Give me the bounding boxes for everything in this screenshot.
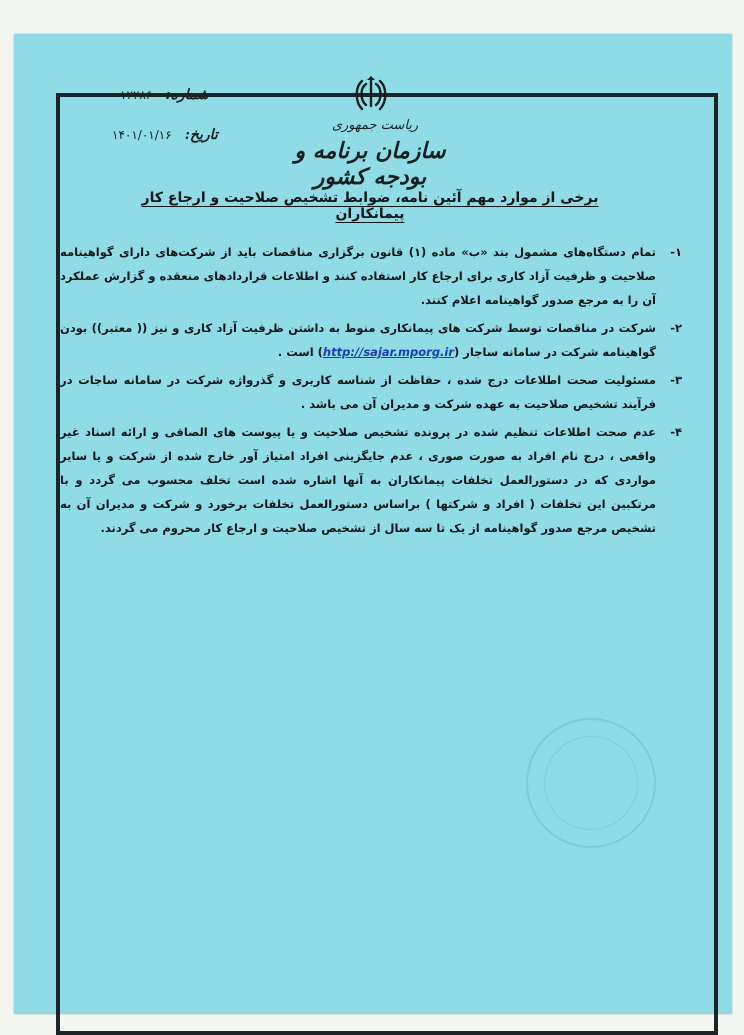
number-label: شماره: [165,87,209,103]
sajar-link[interactable]: http://sajar.mporg.ir [322,345,455,359]
list-item [60,240,682,312]
item-text: مسئولیت صحت اطلاعات درج شده ، حفاظت از شناسه کاربری و گذرواژه شرکت در سامانه ساجات در فرآیند تشخیص صلاحیت به عهده شرکت و مدیران آن می باشد . [60,373,656,411]
list-item [60,316,682,364]
org-subtitle: ریاست جمهوری [331,118,419,133]
item-number: ۳- [670,373,682,387]
date-label: تاریخ: [184,127,218,143]
list-item [60,368,682,416]
document-border [56,93,718,1035]
item-text: تمام دستگاه‌های مشمول بند «ب» ماده (۱) قانون برگزاری مناقصات باید از شرکت‌های دارای گواهینامه صلاحیت و ظرفیت آزاد کاری برای ارجاع کار استفاده کنند و اطلاعات قراردادهای منعقده و گزارش عملکرد آن را به مرجع صدور گواهینامه اعلام کنند. [60,245,656,307]
item-text: عدم صحت اطلاعات تنظیم شده در پرونده تشخیص صلاحیت و یا پیوست های الصاقی و ارائه اسناد غیر واقعی ، درج نام افراد به صورت صوری ، عدم جایگزینی افراد امتیاز آور خارج شده از شرکت و یا سایر مواردی که در دستورالعمل تخلفات پیمانکاران به آنها اشاره شده است تخلف محسوب می گردد و با مرتکبین این تخلفات ( افراد و شرکتها ) براساس دستورالعمل تخلفات برخورد و شرکت و مدیران آن به تشخیص مرجع صدور گواهینامه از یک تا سه سال از تشخیص صلاحیت و ارجاع کار محروم می گردند. [60,425,656,535]
items-list [60,240,682,544]
org-name: سازمان برنامه و بودجه کشور [294,138,446,190]
letter-number [120,84,209,103]
stamp-seal [526,718,656,848]
item-text-before: شرکت در مناقصات توسط شرکت های پیمانکاری منوط به داشتن ظرفیت آزاد کاری و نیز (( معتبر)) بودن گواهینامه شرکت در سامانه ساجار ( [60,321,656,359]
item-text [60,316,656,364]
item-number: ۴- [670,425,682,439]
letter-date [112,124,218,143]
item-number: ۲- [670,321,682,335]
stamp-seal-inner [544,736,638,830]
date-value: ۱۴۰۱/۰۱/۱۶ [112,128,172,142]
number-value: ۱۲۲۸۶ [120,88,153,102]
item-number: ۱- [670,245,682,259]
item-text-after: ) است . [277,345,323,359]
iran-emblem-icon [354,76,388,112]
list-item [60,420,682,540]
document-title: برخی از موارد مهم آئین نامه، ضوابط تشخیص صلاحیت و ارجاع کار پیمانکاران [141,190,599,222]
